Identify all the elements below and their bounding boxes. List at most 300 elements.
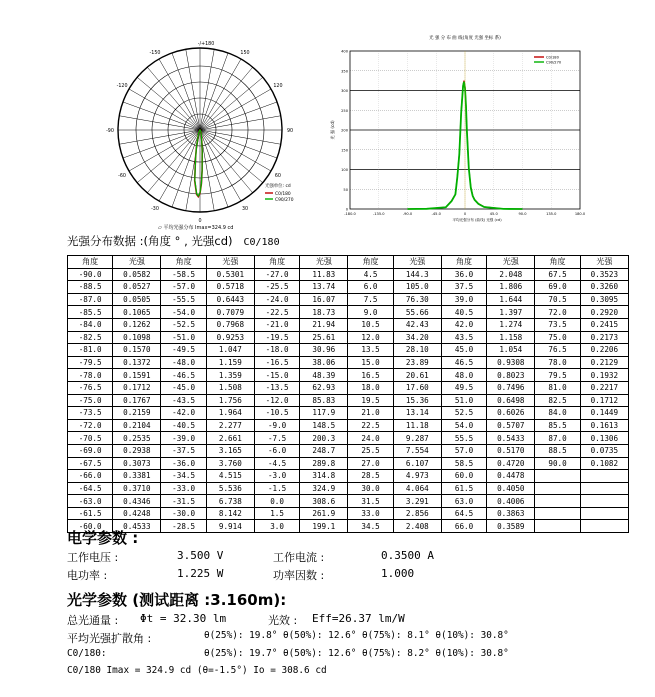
table-cell [535, 507, 580, 520]
table-cell: 55.66 [393, 306, 441, 319]
table-cell: 30.0 [348, 482, 393, 495]
table-header-cell: 角度 [348, 256, 393, 269]
table-cell: 0.1570 [113, 344, 161, 357]
beam-angle-label: 平均光强扩散角 : [67, 632, 152, 645]
table-cell: -39.0 [161, 432, 206, 445]
table-cell: 0.1372 [113, 356, 161, 369]
table-cell: -25.5 [254, 281, 299, 294]
table-row [68, 281, 629, 294]
table-cell: 1.756 [206, 394, 254, 407]
table-cell: 1.964 [206, 407, 254, 420]
table-cell: 3.760 [206, 457, 254, 470]
table-cell: -84.0 [68, 318, 113, 331]
table-cell: -36.0 [161, 457, 206, 470]
line-y-tick: 150 [341, 148, 348, 153]
table-cell: 5.536 [206, 482, 254, 495]
table-cell: -90.0 [68, 268, 113, 281]
table-header-cell: 光强 [300, 256, 348, 269]
polar-top-label: -/+180 [197, 42, 215, 47]
polar-footnote [158, 224, 233, 231]
polar-legend-title: 光强单位: cd [265, 184, 291, 189]
table-cell: -67.5 [68, 457, 113, 470]
table-cell: 0.3381 [113, 470, 161, 483]
table-cell: 9.914 [206, 520, 254, 533]
table-row [68, 482, 629, 495]
table-cell: 0.6026 [487, 407, 535, 420]
line-y-tick: 100 [341, 168, 348, 172]
table-cell: 3.165 [206, 444, 254, 457]
voltage-value: 3.500 V [177, 549, 224, 562]
current-value: 0.3500 A [381, 549, 434, 562]
table-cell: 1.047 [206, 344, 254, 357]
table-cell: 30.96 [300, 344, 348, 357]
table-cell: 2.856 [393, 507, 441, 520]
table-cell: 6.0 [348, 281, 393, 294]
table-cell: 7.554 [393, 444, 441, 457]
table-cell: 0.0 [254, 495, 299, 508]
table-cell: 2.408 [393, 520, 441, 533]
table-cell: 31.5 [348, 495, 393, 508]
table-cell: 0.8023 [487, 369, 535, 382]
line-y-tick: 300 [341, 89, 348, 93]
table-cell: 25.5 [348, 444, 393, 457]
table-cell: -57.0 [161, 281, 206, 294]
table-cell: 0.0527 [113, 281, 161, 294]
table-cell: 20.61 [393, 369, 441, 382]
table-cell: -52.5 [161, 318, 206, 331]
table-cell: 18.0 [348, 381, 393, 394]
table-cell: 1.5 [254, 507, 299, 520]
table-cell [580, 520, 628, 533]
table-header-row [68, 256, 629, 269]
table-cell: 11.83 [300, 268, 348, 281]
table-row [68, 394, 629, 407]
table-cell: 90.0 [535, 457, 580, 470]
table-cell: -3.0 [254, 470, 299, 483]
table-cell: 81.0 [535, 381, 580, 394]
table-cell: 0.1932 [580, 369, 628, 382]
line-x-label: 平均光强分布 (曲线) 光强 (cd) [452, 218, 502, 222]
table-cell: 0.2159 [113, 407, 161, 420]
table-cell: -72.0 [68, 419, 113, 432]
table-cell: 16.5 [348, 369, 393, 382]
table-cell: 0.1449 [580, 407, 628, 420]
line-x-tick: 180.0 [574, 212, 586, 216]
table-row [68, 381, 629, 394]
table-row [68, 369, 629, 382]
line-x-tick: -180.0 [344, 212, 356, 216]
table-cell: 0.0505 [113, 293, 161, 306]
table-cell: 62.93 [300, 381, 348, 394]
table-cell: 0.2217 [580, 381, 628, 394]
line-y-tick: 350 [341, 69, 348, 74]
table-cell: 0.0582 [113, 268, 161, 281]
table-row [68, 419, 629, 432]
table-cell: 148.5 [300, 419, 348, 432]
table-cell: -64.5 [68, 482, 113, 495]
table-cell: 15.36 [393, 394, 441, 407]
table-cell: -13.5 [254, 381, 299, 394]
table-cell: -55.5 [161, 293, 206, 306]
table-cell: 0.5301 [206, 268, 254, 281]
table-header-cell: 角度 [68, 256, 113, 269]
imax-line: C0/180 Imax = 324.9 cd (θ=-1.5°) Io = 308.6 cd [67, 665, 327, 676]
table-cell: 19.5 [348, 394, 393, 407]
table-cell: 1.508 [206, 381, 254, 394]
table-cell: 27.0 [348, 457, 393, 470]
table-cell: 9.0 [348, 306, 393, 319]
efficacy-label: 光效 : [268, 614, 298, 627]
table-cell: -43.5 [161, 394, 206, 407]
table-cell: 0.1098 [113, 331, 161, 344]
table-cell: -40.5 [161, 419, 206, 432]
table-cell: 52.5 [441, 407, 486, 420]
table-cell: -87.0 [68, 293, 113, 306]
polar-angle-label: 60 [274, 174, 281, 179]
table-cell: 0.7496 [487, 381, 535, 394]
line-chart-title: 光 强 分 布 曲 线(角度 光强 坐标 系) [429, 36, 501, 41]
table-cell: 84.0 [535, 407, 580, 420]
table-cell: 2.048 [487, 268, 535, 281]
table-cell: 0.4720 [487, 457, 535, 470]
table-cell: 0.5433 [487, 432, 535, 445]
table-cell: -37.5 [161, 444, 206, 457]
table-cell: 0.1082 [580, 457, 628, 470]
table-row [68, 318, 629, 331]
table-cell: 21.0 [348, 407, 393, 420]
table-cell: 0.2938 [113, 444, 161, 457]
table-cell: 76.30 [393, 293, 441, 306]
table-cell: 0.5707 [487, 419, 535, 432]
table-cell: 0.3073 [113, 457, 161, 470]
table-cell [535, 470, 580, 483]
table-cell: 36.0 [441, 268, 486, 281]
table-cell: 0.7968 [206, 318, 254, 331]
efficacy-value: Eff=26.37 lm/W [312, 612, 405, 625]
table-cell: -82.5 [68, 331, 113, 344]
table-header-cell: 角度 [161, 256, 206, 269]
power-label: 电功率 : [67, 569, 108, 582]
electrical-heading: 电学参数 : [67, 529, 139, 547]
table-cell: 0.2920 [580, 306, 628, 319]
table-cell: -4.5 [254, 457, 299, 470]
polar-angle-label: -120 [116, 84, 128, 89]
table-cell: 0.3589 [487, 520, 535, 533]
line-x-tick: -135.0 [372, 212, 385, 216]
intensity-table [67, 255, 629, 533]
table-row [68, 356, 629, 369]
line-chart-svg [328, 33, 593, 233]
table-cell: 51.0 [441, 394, 486, 407]
table-cell: 40.5 [441, 306, 486, 319]
table-cell: -7.5 [254, 432, 299, 445]
table-cell: 66.0 [441, 520, 486, 533]
table-row [68, 331, 629, 344]
table-cell: 37.5 [441, 281, 486, 294]
table-row [68, 495, 629, 508]
table-cell: 11.18 [393, 419, 441, 432]
table-cell: -34.5 [161, 470, 206, 483]
table-row [68, 432, 629, 445]
table-cell: -46.5 [161, 369, 206, 382]
table-cell: 1.158 [487, 331, 535, 344]
table-cell: 54.0 [441, 419, 486, 432]
table-cell: 23.89 [393, 356, 441, 369]
table-cell: 1.159 [206, 356, 254, 369]
table-cell: 1.806 [487, 281, 535, 294]
table-cell: 87.0 [535, 432, 580, 445]
table-cell: -45.0 [161, 381, 206, 394]
table-row [68, 306, 629, 319]
table-cell: 6.107 [393, 457, 441, 470]
table-cell: 3.0 [254, 520, 299, 533]
table-cell: -60.0 [68, 520, 113, 533]
table-cell: 9.287 [393, 432, 441, 445]
table-cell: -76.5 [68, 381, 113, 394]
table-cell: 64.5 [441, 507, 486, 520]
table-cell: 0.9253 [206, 331, 254, 344]
table-cell: 117.9 [300, 407, 348, 420]
table-cell: 289.8 [300, 457, 348, 470]
table-cell: 33.0 [348, 507, 393, 520]
table-cell: -88.5 [68, 281, 113, 294]
table-cell: -6.0 [254, 444, 299, 457]
table-cell: 39.0 [441, 293, 486, 306]
table-cell: 45.0 [441, 344, 486, 357]
table-cell: 28.5 [348, 470, 393, 483]
table-cell: 0.2415 [580, 318, 628, 331]
table-cell: 13.5 [348, 344, 393, 357]
polar-legend-label: C90/270 [275, 198, 294, 203]
table-cell: 43.5 [441, 331, 486, 344]
table-cell: -22.5 [254, 306, 299, 319]
table-cell: -85.5 [68, 306, 113, 319]
table-cell: 0.1065 [113, 306, 161, 319]
table-cell: -58.5 [161, 268, 206, 281]
table-cell: 1.397 [487, 306, 535, 319]
table-cell: 70.5 [535, 293, 580, 306]
table-cell: 0.1767 [113, 394, 161, 407]
table-cell: 22.5 [348, 419, 393, 432]
table-cell: 0.5718 [206, 281, 254, 294]
table-cell: 0.4050 [487, 482, 535, 495]
polar-angle-label: 90 [286, 129, 294, 134]
power-value: 1.225 W [177, 567, 224, 580]
flux-label: 总光通量 : [67, 614, 119, 627]
table-cell: 3.291 [393, 495, 441, 508]
table-cell: 0.2206 [580, 344, 628, 357]
table-cell: -69.0 [68, 444, 113, 457]
table-cell [580, 470, 628, 483]
table-cell: 34.5 [348, 520, 393, 533]
line-y-label: 光 强 (cd) [330, 120, 335, 140]
line-y-tick: 200 [341, 128, 348, 133]
table-header-cell: 光强 [487, 256, 535, 269]
table-cell: 1.054 [487, 344, 535, 357]
table-cell: -19.5 [254, 331, 299, 344]
table-cell: 78.0 [535, 356, 580, 369]
table-cell: 0.2535 [113, 432, 161, 445]
table-header-cell: 光强 [206, 256, 254, 269]
table-cell: 42.0 [441, 318, 486, 331]
line-x-tick: 0 [463, 212, 467, 216]
polar-plot [105, 35, 295, 225]
table-cell: -9.0 [254, 419, 299, 432]
line-y-tick: 400 [341, 49, 348, 54]
table-cell: 0.3260 [580, 281, 628, 294]
table-cell: -79.5 [68, 356, 113, 369]
polar-footnote-text: 平均光强分布 Imax=324.9 cd [163, 225, 234, 231]
c0-label: C0/180: [67, 648, 107, 659]
table-cell: 105.0 [393, 281, 441, 294]
table-cell: -31.5 [161, 495, 206, 508]
table-cell: 0.1306 [580, 432, 628, 445]
table-header-cell: 角度 [441, 256, 486, 269]
table-cell: 25.61 [300, 331, 348, 344]
table-cell: -73.5 [68, 407, 113, 420]
table-cell: 1.644 [487, 293, 535, 306]
table-cell: 0.9308 [487, 356, 535, 369]
table-cell: 0.3710 [113, 482, 161, 495]
table-cell: 72.0 [535, 306, 580, 319]
table-cell: 199.1 [300, 520, 348, 533]
table-cell: 38.06 [300, 356, 348, 369]
table-cell: -18.0 [254, 344, 299, 357]
table-cell: 8.142 [206, 507, 254, 520]
pf-label: 功率因数 : [273, 569, 325, 582]
table-cell: -51.0 [161, 331, 206, 344]
table-cell: 88.5 [535, 444, 580, 457]
table-cell: 0.4006 [487, 495, 535, 508]
table-cell: -24.0 [254, 293, 299, 306]
table-row [68, 444, 629, 457]
table-cell: -42.0 [161, 407, 206, 420]
table-title [67, 233, 280, 249]
line-legend-label: C0/180 [546, 55, 559, 60]
polar-angle-label: -60 [118, 174, 126, 179]
table-cell: 1.359 [206, 369, 254, 382]
table-cell: 18.73 [300, 306, 348, 319]
table-cell: 261.9 [300, 507, 348, 520]
table-cell: 4.5 [348, 268, 393, 281]
table-cell: 314.8 [300, 470, 348, 483]
polar-shape-icon: ▱ [158, 225, 162, 231]
pf-value: 1.000 [381, 567, 415, 580]
current-label: 工作电流 : [273, 551, 325, 564]
table-cell: 48.39 [300, 369, 348, 382]
table-header-cell: 角度 [254, 256, 299, 269]
flux-value: Φt = 32.30 lm [140, 612, 227, 625]
table-cell: 0.6498 [487, 394, 535, 407]
table-cell: 4.064 [393, 482, 441, 495]
beam-angle-values: θ(25%): 19.8° θ(50%): 12.6° θ(75%): 8.1° θ(10%): 30.8° [204, 630, 509, 641]
table-cell: 69.0 [535, 281, 580, 294]
table-cell: 2.661 [206, 432, 254, 445]
line-legend-label: C90/270 [546, 60, 562, 65]
polar-angle-label: -150 [149, 51, 161, 57]
table-row [68, 293, 629, 306]
table-cell: 0.3863 [487, 507, 535, 520]
table-cell: -81.0 [68, 344, 113, 357]
table-cell: 0.1262 [113, 318, 161, 331]
table-cell: 308.6 [300, 495, 348, 508]
table-cell: 21.94 [300, 318, 348, 331]
table-cell [535, 520, 580, 533]
table-cell: -70.5 [68, 432, 113, 445]
table-row [68, 507, 629, 520]
table-cell: 0.6443 [206, 293, 254, 306]
table-cell: 7.5 [348, 293, 393, 306]
table-cell: 1.274 [487, 318, 535, 331]
table-cell: 144.3 [393, 268, 441, 281]
table-cell: 4.515 [206, 470, 254, 483]
line-x-tick: 90.0 [518, 212, 527, 216]
table-cell: -15.0 [254, 369, 299, 382]
table-cell: 4.973 [393, 470, 441, 483]
table-cell [535, 495, 580, 508]
table-cell: -48.0 [161, 356, 206, 369]
polar-angle-label: 150 [240, 51, 250, 57]
table-cell: 0.2173 [580, 331, 628, 344]
table-cell: 55.5 [441, 432, 486, 445]
table-cell: 58.5 [441, 457, 486, 470]
polar-angle-label: -90 [106, 129, 114, 134]
table-cell: -10.5 [254, 407, 299, 420]
table-header-cell: 角度 [535, 256, 580, 269]
table-row [68, 268, 629, 281]
table-cell [580, 482, 628, 495]
table-cell [580, 495, 628, 508]
table-cell: 63.0 [441, 495, 486, 508]
table-cell: 46.5 [441, 356, 486, 369]
table-cell: 28.10 [393, 344, 441, 357]
table-cell: 13.14 [393, 407, 441, 420]
table-header-cell: 光强 [580, 256, 628, 269]
table-cell: -61.5 [68, 507, 113, 520]
table-cell: 0.1613 [580, 419, 628, 432]
polar-angle-label: 30 [241, 206, 249, 212]
table-cell: 324.9 [300, 482, 348, 495]
table-cell: -16.5 [254, 356, 299, 369]
polar-legend-label: C0/180 [275, 192, 291, 197]
table-cell: 85.5 [535, 419, 580, 432]
table-cell: 24.0 [348, 432, 393, 445]
line-y-tick: 50 [343, 187, 348, 192]
table-cell: 0.4478 [487, 470, 535, 483]
table-cell: 61.5 [441, 482, 486, 495]
table-cell: 42.43 [393, 318, 441, 331]
table-cell: -54.0 [161, 306, 206, 319]
table-cell: 0.4248 [113, 507, 161, 520]
table-cell: 85.83 [300, 394, 348, 407]
line-x-tick: 135.0 [546, 212, 557, 216]
table-cell: 6.738 [206, 495, 254, 508]
table-body [68, 268, 629, 532]
table-cell: 0.3095 [580, 293, 628, 306]
polar-angle-label: -30 [151, 206, 159, 212]
table-cell: 0.5170 [487, 444, 535, 457]
optical-heading: 光学参数 (测试距离 :3.160m): [67, 591, 287, 609]
table-cell: 34.20 [393, 331, 441, 344]
table-cell: 67.5 [535, 268, 580, 281]
table-cell: 0.7079 [206, 306, 254, 319]
table-cell: -78.0 [68, 369, 113, 382]
table-cell: -28.5 [161, 520, 206, 533]
table-cell: 0.3523 [580, 268, 628, 281]
table-cell: -66.0 [68, 470, 113, 483]
line-x-tick: -45.0 [431, 212, 441, 216]
table-cell: -27.0 [254, 268, 299, 281]
